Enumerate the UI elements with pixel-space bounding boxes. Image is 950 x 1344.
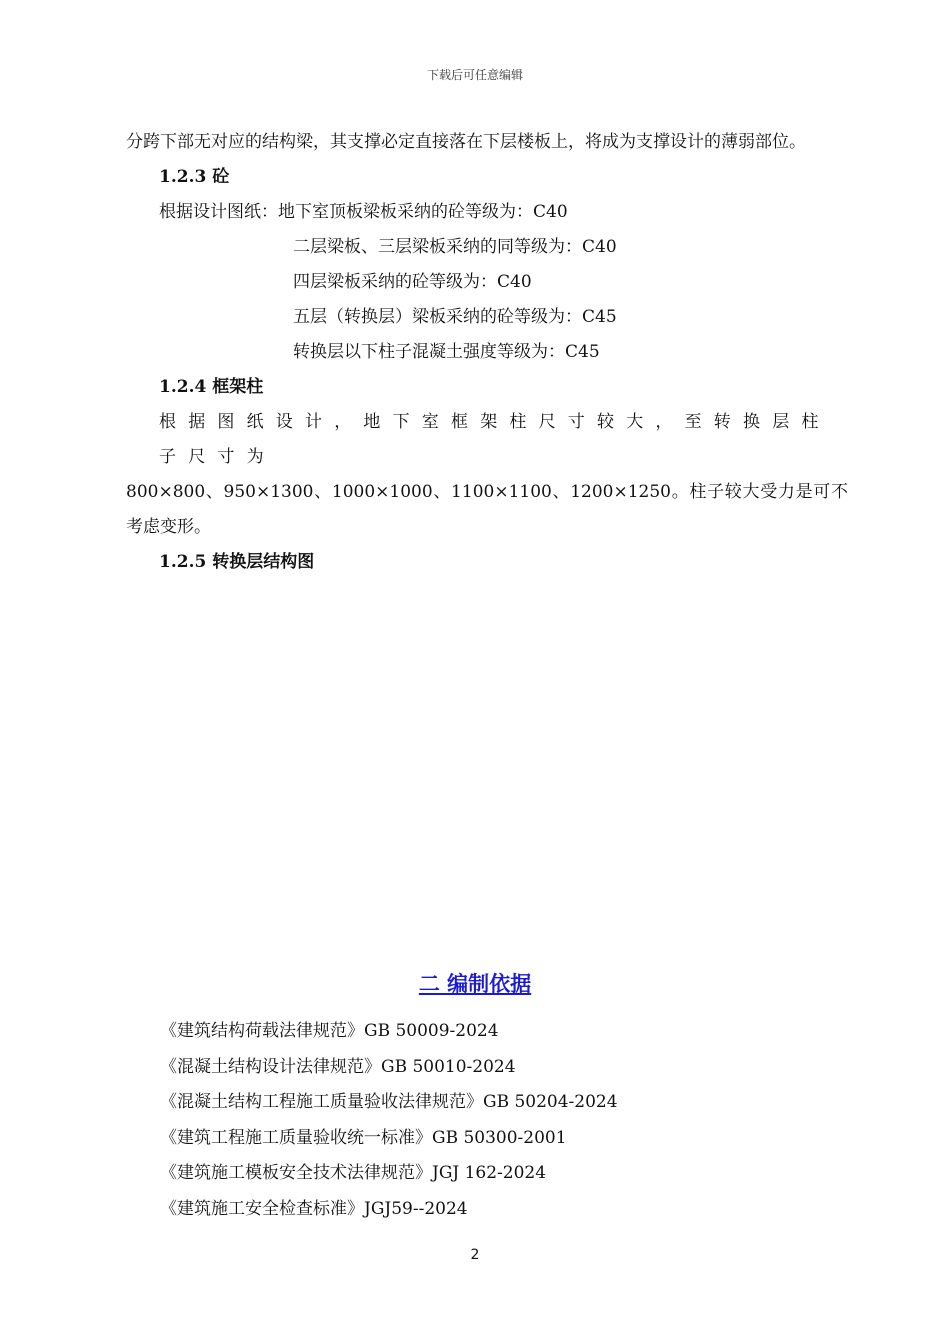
reference-item: 《混凝土结构工程施工质量验收法律规范》GB 50204-2024 xyxy=(160,1092,618,1112)
heading-1-2-5: 1.2.5 转换层结构图 xyxy=(159,552,315,572)
page-header: 下载后可任意编辑 xyxy=(426,68,523,82)
paragraph-column-sizes-line2: 800×800、950×1300、1000×1000、1100×1100、1200×1250。柱子较大受力是可不考虑变形。 xyxy=(126,482,848,537)
reference-list xyxy=(160,1014,860,1227)
reference-item: 《建筑结构荷载法律规范》GB 50009-2024 xyxy=(160,1021,499,1041)
reference-item: 《建筑施工模板安全技术法律规范》JGJ 162-2024 xyxy=(160,1163,547,1183)
section-title-compilation-basis[interactable]: 二 编制依据 xyxy=(418,972,532,996)
paragraph-support-weakness: 分跨下部无对应的结构梁，其支撑必定直接落在下层楼板上，将成为支撑设计的薄弱部位。 xyxy=(126,132,806,152)
concrete-grade-floor-5: 五层（转换层）梁板采纳的砼等级为：C45 xyxy=(293,307,617,327)
concrete-grade-basement: 根据设计图纸：地下室顶板梁板采纳的砼等级为：C40 xyxy=(159,202,568,222)
concrete-grade-columns: 转换层以下柱子混凝土强度等级为：C45 xyxy=(293,342,600,362)
heading-1-2-4: 1.2.4 框架柱 xyxy=(159,377,264,397)
heading-1-2-3: 1.2.3 砼 xyxy=(159,167,230,187)
reference-item: 《建筑工程施工质量验收统一标准》GB 50300-2001 xyxy=(160,1127,567,1148)
reference-item: 《建筑施工安全检查标准》JGJ59--2024 xyxy=(160,1198,468,1219)
concrete-grade-floor-4: 四层梁板采纳的砼等级为：C40 xyxy=(293,272,532,292)
document-body xyxy=(126,125,848,580)
paragraph-column-sizes-line1: 根据图纸设计，地下室框架柱尺寸较大，至转换层柱子尺寸为 xyxy=(159,412,831,467)
page-number: 2 xyxy=(470,1247,480,1263)
concrete-grade-floors-2-3: 二层梁板、三层梁板采纳的同等级为：C40 xyxy=(293,237,617,257)
reference-item: 《混凝土结构设计法律规范》GB 50010-2024 xyxy=(160,1056,516,1077)
